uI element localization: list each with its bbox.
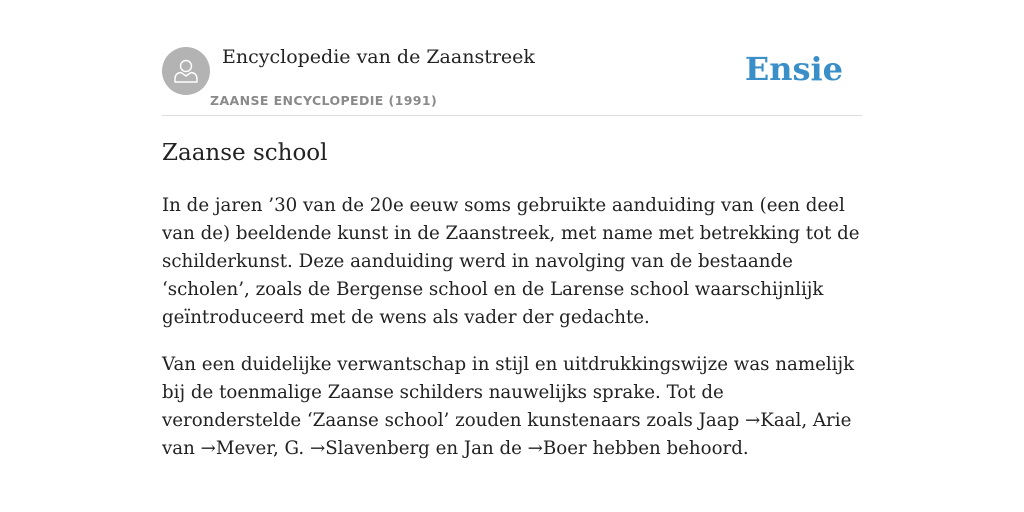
author-name[interactable]: Encyclopedie van de Zaanstreek	[222, 46, 535, 68]
site-logo[interactable]: Ensie	[744, 50, 843, 88]
page-title: Zaanse school	[162, 140, 328, 166]
article-paragraph: In de jaren ’30 van de 20e eeuw soms gebruikte aanduiding van (een deel van de) beeldende kunst in de Zaanstreek, met name met betrekking tot de schilderkunst. Deze aanduiding werd in navolging van de bestaande ‘scholen’, zoals de Bergense school en de Larense school waarschijnlijk geïntroduceerd met de wens als vader der gedachte.	[162, 195, 860, 328]
user-icon	[171, 56, 201, 86]
source-label[interactable]: ZAANSE ENCYCLOPEDIE (1991)	[210, 93, 438, 108]
avatar[interactable]	[162, 47, 210, 95]
header-divider	[162, 115, 862, 116]
article-paragraph: Van een duidelijke verwantschap in stijl en uitdrukkingswijze was namelijk bij de toenmalige Zaanse schilders nauwelijks sprake. Tot de veronderstelde ‘Zaanse school’ zouden kunstenaars zoals Jaap →Kaal, Arie van →Mever, G. →Slavenberg en Jan de →Boer hebben behoord.	[162, 354, 855, 459]
article-body	[162, 192, 864, 482]
